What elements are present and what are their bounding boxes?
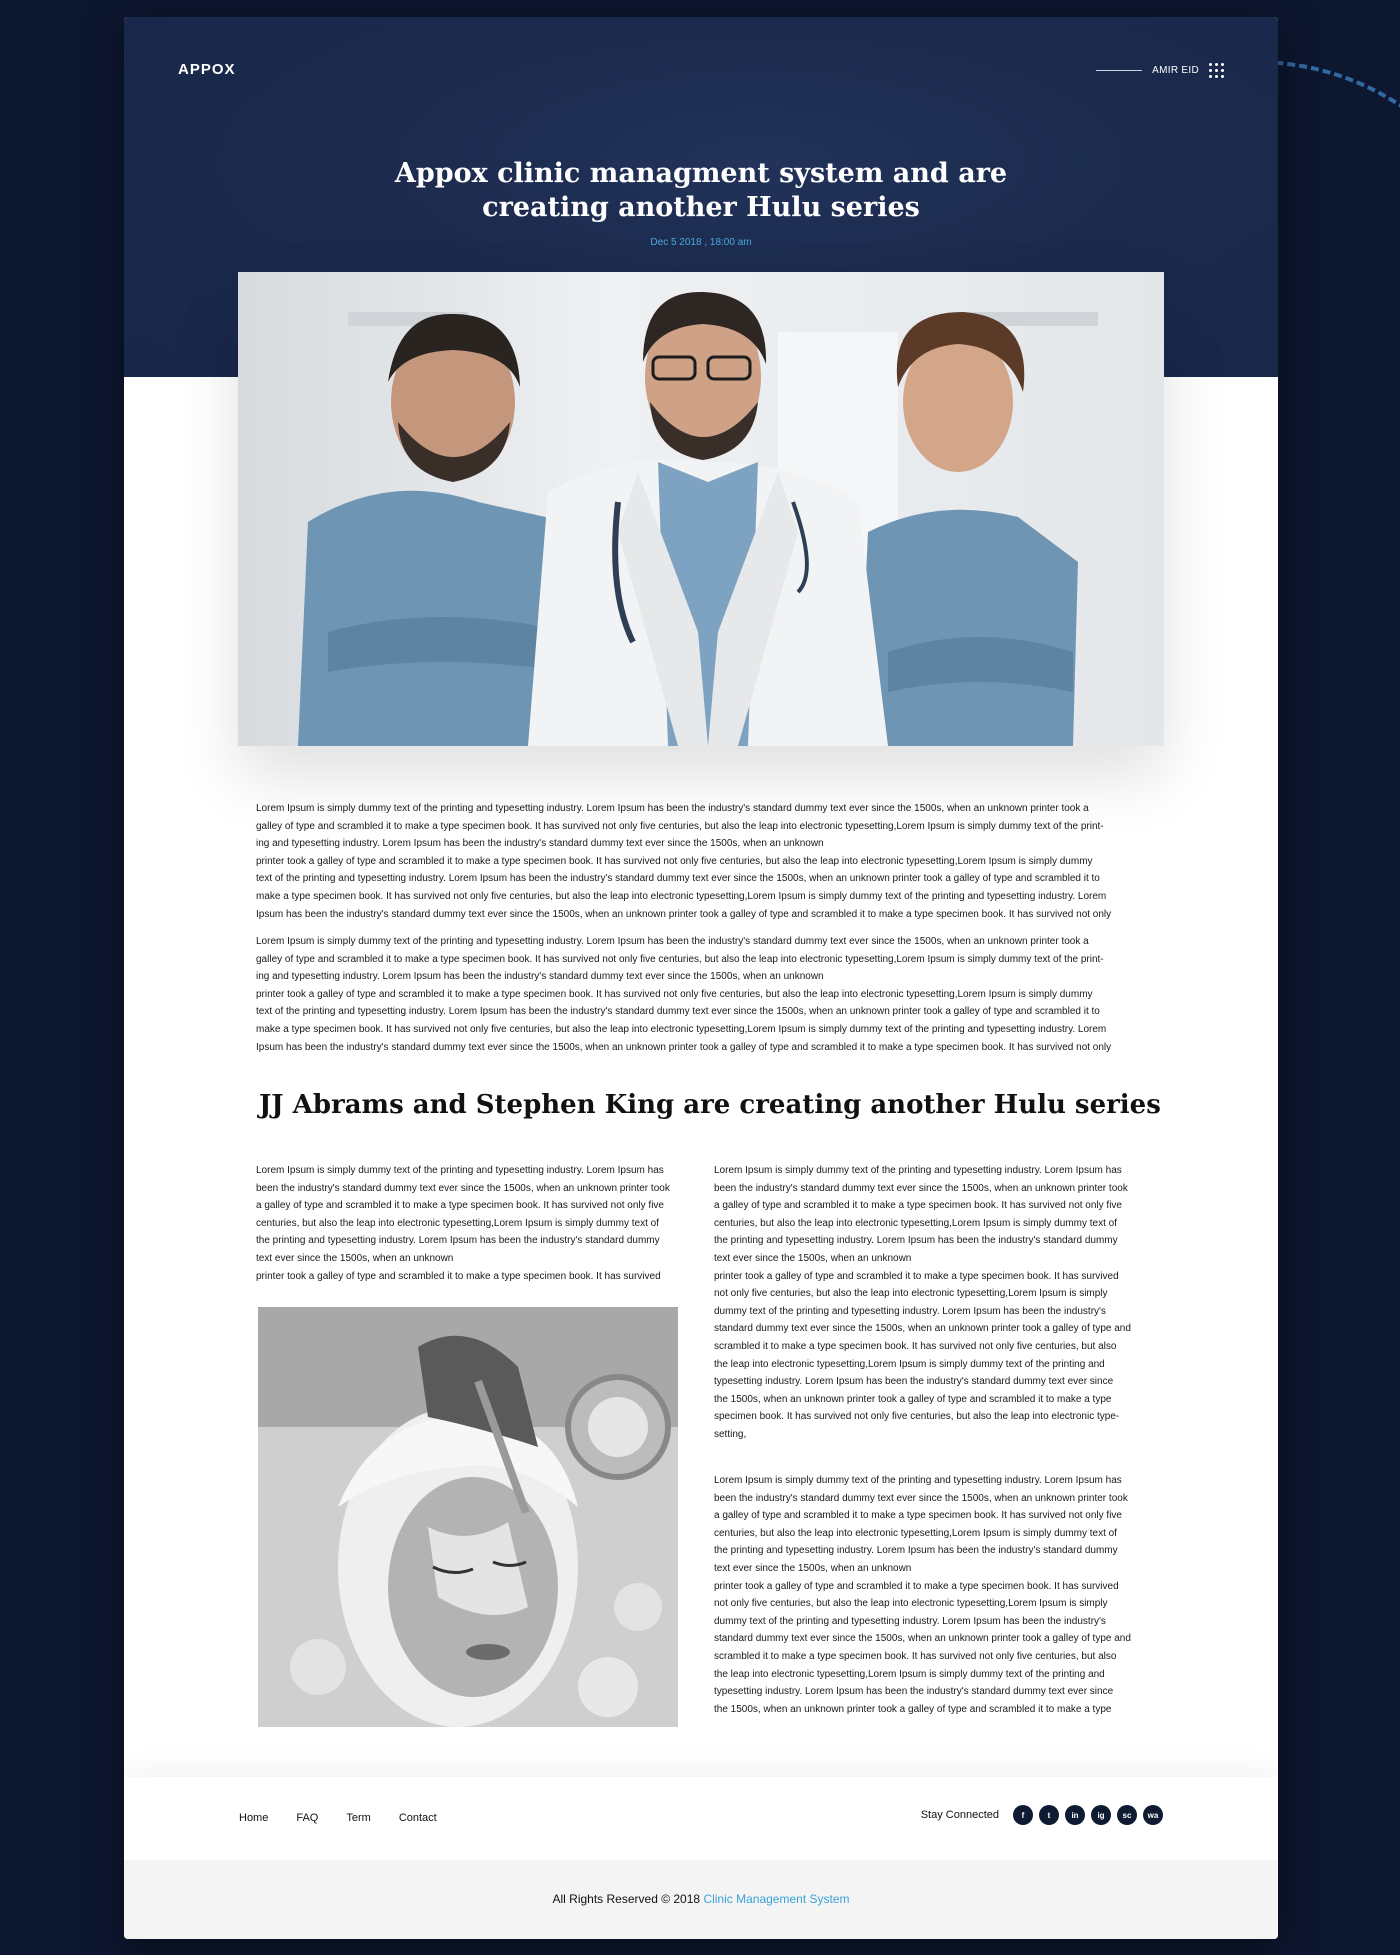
copyright-link[interactable]: Clinic Management System [703, 1892, 850, 1906]
copyright-text: All Rights Reserved © 2018 [552, 1892, 701, 1906]
doctors-illustration [238, 272, 1164, 746]
apps-grid-icon[interactable] [1209, 63, 1224, 78]
section-heading: JJ Abrams and Stephen King are creating another Hulu series [259, 1090, 1161, 1120]
doctors-photo [238, 272, 1164, 746]
social-links [921, 1805, 1163, 1825]
copyright-bar [124, 1860, 1278, 1939]
footer-link-faq[interactable]: FAQ [296, 1812, 319, 1824]
facial-treatment-photo [258, 1307, 678, 1727]
facial-treatment-illustration [258, 1307, 678, 1727]
footer-link-home[interactable]: Home [239, 1812, 269, 1824]
footer-link-term[interactable]: Term [346, 1812, 371, 1824]
divider-line [1096, 70, 1142, 71]
user-name[interactable]: AMIR EID [1152, 65, 1199, 76]
article-paragraph-2: Lorem Ipsum is simply dummy text of the printing and typesetting industry. Lorem Ipsum has been the industry's standard dummy text ever since the 1500s, when an unknown printer took a galley of type and scrambled it to make a type specimen book. It has survived not only five centuries, but also the leap into electronic typesetting,Lorem Ipsum is simply dummy text of the print- ing and typesetting industry. Lorem Ipsum has been the industry's standard dummy text ever since the 1500s, when an unknown printer took a galley of type and scrambled it to make a type specimen book. It has survived not only five centuries, but also the leap into electronic typesetting,Lorem Ipsum is simply dummy text of the printing and typesetting industry. Lorem Ipsum has been the industry's standard dummy text ever since the 1500s, when an unknown printer took a galley of type and scrambled it to make a type specimen book. It has survived not only five centuries, but also the leap into electronic typesetting,Lorem Ipsum is simply dummy text of the printing and typesetting industry. Lorem Ipsum has been the industry's standard dummy text ever since the 1500s, when an unknown printer took a galley of type and scrambled it to make a type specimen book. It has survived not only [256, 936, 1112, 1053]
linkedin-icon[interactable]: in [1065, 1805, 1085, 1825]
right-column-text-1: Lorem Ipsum is simply dummy text of the printing and typesetting industry. Lorem Ipsum has been the industry's standard dummy text ever since the 1500s, when an unknown printer took a galley of type and scrambled it to make a type specimen book. It has survived not only five centuries, but also the leap into electronic typesetting,Lorem Ipsum is simply dummy text of the printing and typesetting industry. Lorem Ipsum has been the industry's standard dummy text ever since the 1500s, when an unknown printer took a galley of type and scrambled it to make a type specimen book. It has survived not only five centuries, but also the leap into electronic typesetting,Lorem Ipsum is simply dummy text of the printing and typesetting industry. Lorem Ipsum has been the industry's standard dummy text ever since the 1500s, when an unknown printer took a galley of type and scrambled it to make a type specimen book. It has survived not only five centuries, but also the leap into electronic typesetting,Lorem Ipsum is simply dummy text of the printing and typesetting industry. Lorem Ipsum has been the industry's standard dummy text ever since the 1500s, when an unknown printer took a galley of type and scrambled it to make a type specimen book. It has survived not only five centuries, but also the leap into electronic type- setting, [714, 1165, 1131, 1440]
page-title [124, 157, 1278, 225]
title-line-1: Appox clinic managment system and are [394, 158, 1008, 189]
footer-links [239, 1812, 437, 1824]
instagram-icon[interactable]: ig [1091, 1805, 1111, 1825]
whatsapp-icon[interactable]: wa [1143, 1805, 1163, 1825]
user-menu[interactable] [1096, 63, 1224, 78]
twitter-icon[interactable]: t [1039, 1805, 1059, 1825]
right-column-text-2: Lorem Ipsum is simply dummy text of the printing and typesetting industry. Lorem Ipsum has been the industry's standard dummy text ever since the 1500s, when an unknown printer took a galley of type and scrambled it to make a type specimen book. It has survived not only five centuries, but also the leap into electronic typesetting,Lorem Ipsum is simply dummy text of the printing and typesetting industry. Lorem Ipsum has been the industry's standard dummy text ever since the 1500s, when an unknown printer took a galley of type and scrambled it to make a type specimen book. It has survived not only five centuries, but also the leap into electronic typesetting,Lorem Ipsum is simply dummy text of the printing and typesetting industry. Lorem Ipsum has been the industry's standard dummy text ever since the 1500s, when an unknown printer took a galley of type and scrambled it to make a type specimen book. It has survived not only five centuries, but also the leap into electronic typesetting,Lorem Ipsum is simply dummy text of the printing and typesetting industry. Lorem Ipsum has been the industry's standard dummy text ever since the 1500s, when an unknown printer took a galley of type and scrambled it to make a type [714, 1475, 1131, 1715]
facebook-icon[interactable]: f [1013, 1805, 1033, 1825]
app-logo[interactable]: APPOX [178, 61, 236, 78]
left-column-text: Lorem Ipsum is simply dummy text of the printing and typesetting industry. Lorem Ipsum has been the industry's standard dummy text ever since the 1500s, when an unknown printer took a galley of type and scrambled it to make a type specimen book. It has survived not only five centuries, but also the leap into electronic typesetting,Lorem Ipsum is simply dummy text of the printing and typesetting industry. Lorem Ipsum has been the industry's standard dummy text ever since the 1500s, when an unknown printer took a galley of type and scrambled it to make a type specimen book. It has survived [256, 1165, 670, 1282]
footer-link-contact[interactable]: Contact [398, 1812, 437, 1824]
article-page [124, 17, 1278, 1939]
title-line-2: creating another Hulu series [482, 192, 920, 223]
footer-navigation [124, 1777, 1278, 1860]
snapchat-icon[interactable]: sc [1117, 1805, 1137, 1825]
stay-connected-label: Stay Connected [920, 1809, 999, 1821]
article-paragraph-1: Lorem Ipsum is simply dummy text of the printing and typesetting industry. Lorem Ipsum has been the industry's standard dummy text ever since the 1500s, when an unknown printer took a galley of type and scrambled it to make a type specimen book. It has survived not only five centuries, but also the leap into electronic typesetting,Lorem Ipsum is simply dummy text of the print- ing and typesetting industry. Lorem Ipsum has been the industry's standard dummy text ever since the 1500s, when an unknown printer took a galley of type and scrambled it to make a type specimen book. It has survived not only five centuries, but also the leap into electronic typesetting,Lorem Ipsum is simply dummy text of the printing and typesetting industry. Lorem Ipsum has been the industry's standard dummy text ever since the 1500s, when an unknown printer took a galley of type and scrambled it to make a type specimen book. It has survived not only five centuries, but also the leap into electronic typesetting,Lorem Ipsum is simply dummy text of the printing and typesetting industry. Lorem Ipsum has been the industry's standard dummy text ever since the 1500s, when an unknown printer took a galley of type and scrambled it to make a type specimen book. It has survived not only [256, 803, 1112, 920]
post-date: Dec 5 2018 , 18:00 am [650, 237, 752, 248]
